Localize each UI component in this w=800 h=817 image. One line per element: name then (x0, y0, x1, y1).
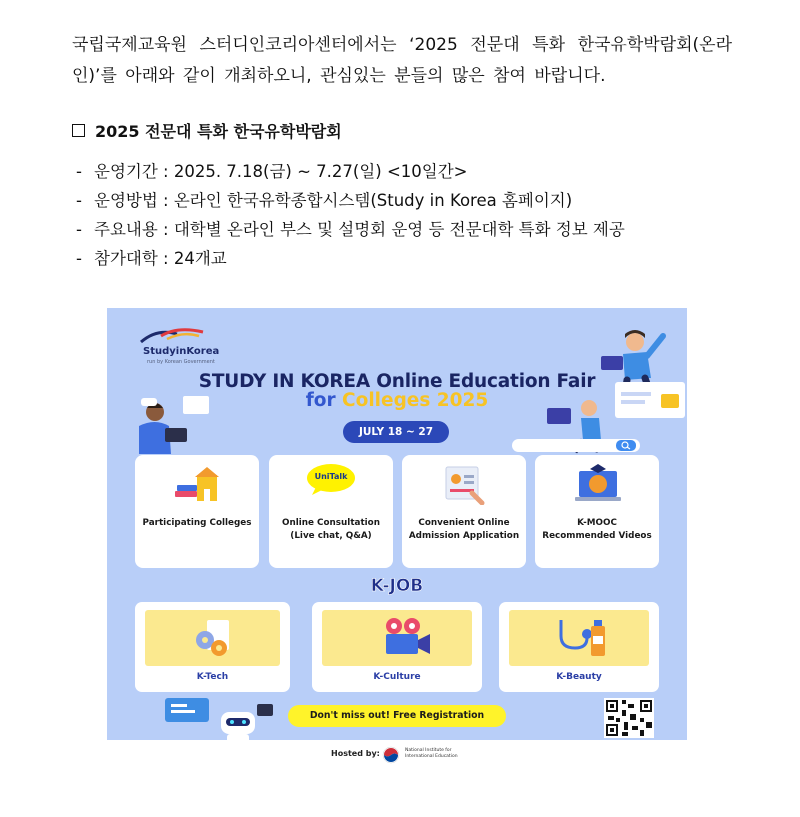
title-colleges: Colleges 2025 (342, 390, 489, 411)
qr-code-icon (604, 698, 654, 738)
bullet-dash: - (76, 249, 82, 268)
detail-list (76, 157, 736, 273)
poster-title: STUDY IN KOREA Online Education Fair (198, 371, 596, 392)
kjob-card-kculture (312, 602, 482, 692)
kjob-image-panel (322, 610, 472, 666)
card-caption: Convenient Online Admission Application (408, 518, 520, 541)
section-heading-text: 2025 전문대 특화 한국유학박람회 (95, 122, 342, 141)
stethoscope-bottle-icon (553, 616, 609, 660)
item-label: 주요내용 (94, 220, 158, 239)
hosted-org-name: National Institute for International Education (405, 748, 458, 759)
item-label: 운영방법 (94, 191, 158, 210)
bullet-dash: - (76, 191, 82, 210)
kjob-card-ktech (135, 602, 290, 692)
kjob-image-panel (145, 610, 280, 666)
logo-swoosh-icon (137, 328, 207, 344)
feature-card-online-admission (402, 455, 526, 568)
date-badge: JULY 18 ~ 27 (343, 421, 449, 443)
building-books-icon (173, 465, 223, 505)
feature-card-kmooc (535, 455, 659, 568)
free-registration-banner: Don't miss out! Free Registration (288, 705, 506, 727)
kjob-card-label: K-Beauty (556, 672, 602, 682)
feature-card-participating-colleges (135, 455, 259, 568)
robot-illustration-icon (165, 694, 277, 746)
item-value: 온라인 한국유학종합시스템(Study in Korea 홈페이지) (173, 191, 573, 210)
card-caption: K-MOOC Recommended Videos (542, 518, 652, 541)
kjob-card-label: K-Culture (373, 672, 421, 682)
unitalk-label: UniTalk (314, 472, 348, 481)
bullet-dash: - (76, 162, 82, 181)
item-value: 대학별 온라인 부스 및 설명회 운영 등 전문대학 특화 정보 제공 (173, 220, 625, 239)
kjob-card-label: K-Tech (196, 672, 229, 682)
application-form-icon (442, 463, 488, 505)
fair-poster (107, 308, 687, 768)
kjob-card-kbeauty (499, 602, 659, 692)
search-bar (512, 439, 640, 452)
item-label: 운영기간 (94, 162, 158, 181)
item-label: 참가대학 (94, 249, 158, 268)
logo-subtitle: run by Korean Government (147, 359, 215, 365)
hosted-by-footer (107, 740, 687, 768)
gears-document-icon (189, 618, 239, 658)
item-separator: : (163, 191, 169, 210)
card-caption: Participating Colleges (142, 518, 252, 528)
list-item (76, 157, 736, 186)
checkbox-square-icon (72, 124, 85, 137)
item-value: 24개교 (173, 249, 227, 268)
logo-name: StudyinKorea (143, 346, 220, 357)
item-separator: : (163, 220, 169, 239)
card-caption: Online Consultation (Live chat, Q&A) (281, 518, 380, 541)
list-item (76, 215, 736, 244)
kjob-image-panel (509, 610, 649, 666)
title-for-word: for (305, 390, 336, 411)
item-value: 2025. 7.18(금) ~ 7.27(일) <10일간> (173, 162, 468, 181)
list-item (76, 186, 736, 215)
list-item (76, 244, 736, 273)
laptop-globe-icon (573, 463, 623, 505)
person-with-tablet-icon (121, 394, 211, 454)
feature-card-online-consultation (269, 455, 393, 568)
film-camera-icon (380, 616, 432, 660)
hosted-by-label: Hosted by: (331, 749, 380, 758)
item-separator: : (163, 249, 169, 268)
bullet-dash: - (76, 220, 82, 239)
item-separator: : (163, 162, 169, 181)
intro-paragraph: 국립국제교육원 스터디인코리아센터에서는 ‘2025 전문대 특화 한국유학박람회(온라인)’를 아래와 같이 개최하오니, 관심있는 분들의 많은 참여 바랍니다. (72, 35, 732, 86)
kjob-title: K-JOB (370, 576, 424, 596)
government-emblem-icon (382, 746, 400, 764)
search-icon (616, 440, 636, 451)
section-heading (72, 119, 342, 142)
